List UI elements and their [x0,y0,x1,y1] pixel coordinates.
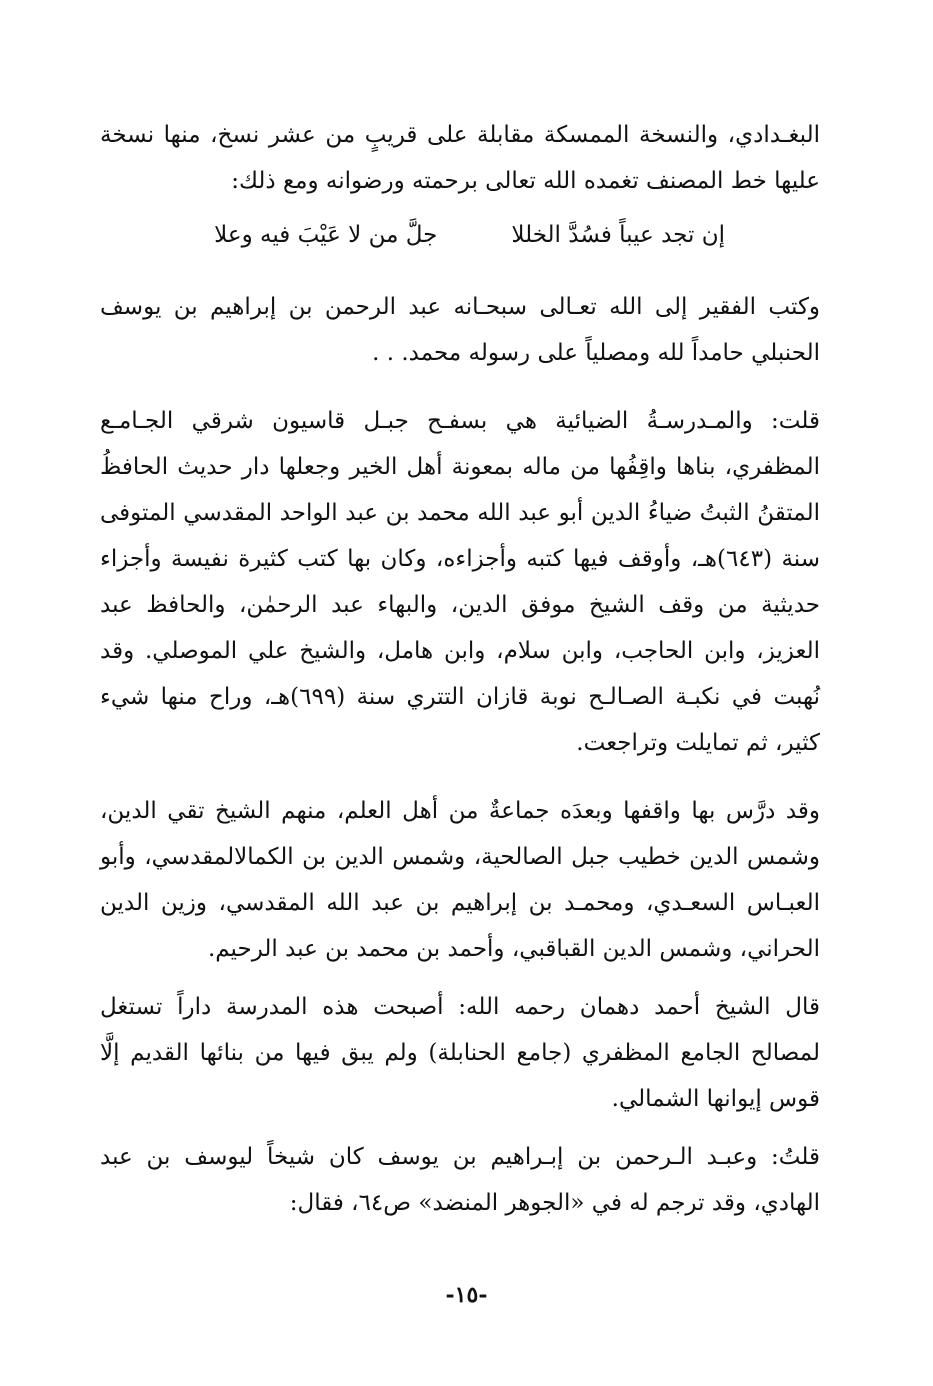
paragraph-copyist-signature: وكتب الفقير إلى الله تعـالى سبحـانه عبد الرحمن بن إبراهيم بن يوسف الحنبلي حامداً لله ومصلياً على رسوله محمد. . . [100,294,820,366]
verse-first-hemistich: إن تجد عيباً فسُدَّ الخللا [511,222,725,248]
verse-second-hemistich: جلَّ من لا عَيْبَ فيه وعلا [214,222,438,248]
paragraph-school-description: قلت: والمـدرسـةُ الضيائية هي بسفـح جبـل قاسيون شرقي الجـامـع المظفري، بناها واقِفُها من ماله بمعونة أهل الخير وجعلها دار حديث الحافظُ المتقنُ الثبتُ ضياءُ الدين أبو عبد الله محمد بن عبد الواحد المقدسي المتوفى سنة (٦٤٣)هـ، وأوقف فيها كتبه وأجزاءه، وكان بها كتب كثيرة نفيسة وأجزاء حديثية من وقف الشيخ موفق الدين، والبهاء عبد الرحمٰن، والحافظ عبد العزيز، وابن الحاجب، وابن سلام، وابن هامل، والشيخ علي الموصلي. وقد نُهبت في نكبـة الصـالـح نوبة قازان التتري سنة (٦٩٩)هـ، وراح منها شيء كثير، ثم تمايلت وتراجعت. [100,408,820,756]
page-text [100,112,820,1226]
paragraph-manuscript-note: البغـدادي، والنسخة الممسكة مقابلة على قريبٍ من عشر نسخ، منها نسخة عليها خط المصنف تغمده الله تعالى برحمته ورضوانه ومع ذلك: [100,122,820,194]
page-number: -١٥- [445,1282,488,1308]
paragraph-dahman-quote: قال الشيخ أحمد دهمان رحمه الله: أصبحت هذه المدرسة داراً تستغل لمصالح الجامع المظفري (جامع الحنابلة) ولم يبق فيها من بنائها القديم إلَّا قوس إيوانها الشمالي. [100,994,820,1112]
paragraph-teachers-list: وقد درَّس بها واقفها وبعدَه جماعةٌ من أهل العلم، منهم الشيخ تقي الدين، وشمس الدين خطيب جبل الصالحية، وشمس الدين بن الكمالالمقدسي، وأبو العبـاس السعـدي، ومحمـد بن إبراهيم بن عبد الله المقدسي، وزين الدين الحراني، وشمس الدين القباقبي، وأحمد بن محمد بن عبد الرحيم. [100,798,820,962]
poetry-verse [100,212,820,258]
paragraph-author-note: قلتُ: وعبـد الـرحمن بن إبـراهيم بن يوسف كان شيخاً ليوسف بن عبد الهادي، وقد ترجم له في «الجوهر المنضد» ص٦٤، فقال: [100,1144,820,1216]
